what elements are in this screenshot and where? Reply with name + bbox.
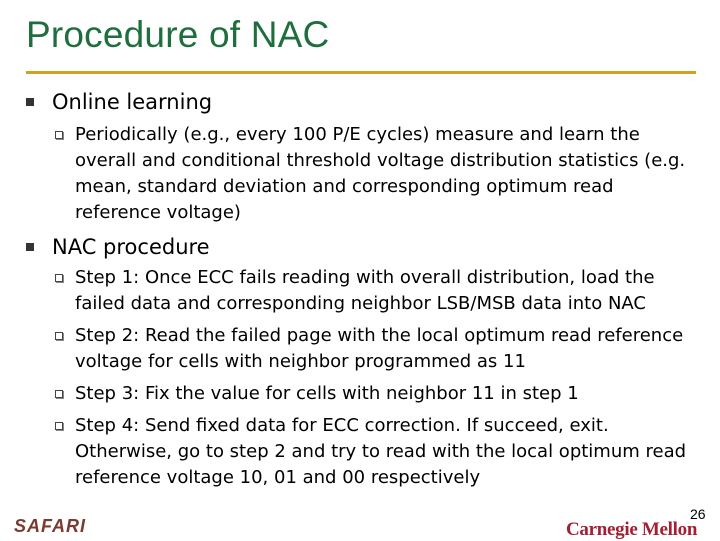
checkbox-bullet-icon xyxy=(55,422,63,430)
subbullet-text: Step 3: Fix the value for cells with neighbor 11 in step 1 xyxy=(75,383,579,404)
subbullet-text: Step 4: Send fixed data for ECC correction. If succeed, exit. Otherwise, go to step 2 and try to read with the local optimum read reference voltage 10, 01 and 00 respectively xyxy=(75,415,687,488)
carnegie-mellon-logo: Carnegie Mellon xyxy=(566,519,698,540)
bullet-label: Online learning xyxy=(52,90,213,114)
subbullet-text: Periodically (e.g., every 100 P/E cycles) measure and learn the overall and conditional threshold voltage distribution statistics (e.g. mean, standard deviation and corresponding optimum read reference voltage) xyxy=(75,124,686,223)
safari-logo: SAFARI xyxy=(14,516,87,536)
bullet-label: NAC procedure xyxy=(52,235,210,259)
title-underline xyxy=(26,71,696,74)
checkbox-bullet-icon xyxy=(55,131,63,139)
subbullet-text: Step 2: Read the failed page with the local optimum read reference voltage for cells with neighbor programmed as 11 xyxy=(75,325,684,372)
slide-title: Procedure of NAC xyxy=(26,14,330,55)
square-bullet-icon xyxy=(26,98,34,106)
checkbox-bullet-icon xyxy=(55,274,63,282)
checkbox-bullet-icon xyxy=(55,390,63,398)
page-number: 26 xyxy=(690,506,706,522)
subbullet-text: Step 1: Once ECC fails reading with overall distribution, load the failed data and corresponding neighbor LSB/MSB data into NAC xyxy=(75,267,655,314)
checkbox-bullet-icon xyxy=(55,332,63,340)
square-bullet-icon xyxy=(26,243,34,251)
